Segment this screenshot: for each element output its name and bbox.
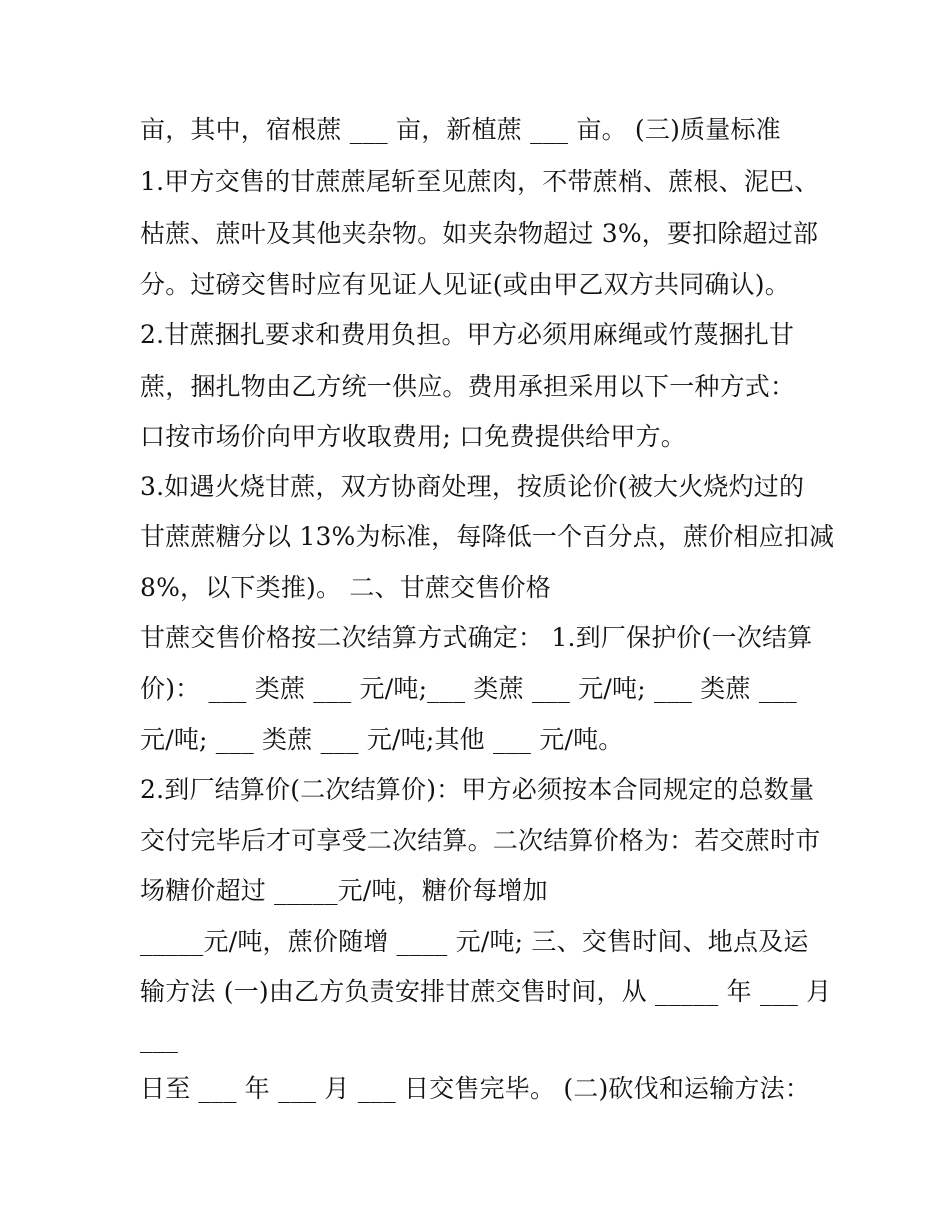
text-line: 交付完毕后才可享受二次结算。二次结算价格为：若交蔗时市 — [140, 826, 821, 855]
text-line: 枯蔗、蔗叶及其他夹杂物。如夹杂物超过 3%，要扣除超过部 — [140, 219, 819, 248]
text-line: 3.如遇火烧甘蔗，双方协商处理，按质论价(被大火烧灼过的 — [140, 472, 805, 501]
text-line: 蔗，捆扎物由乙方统一供应。费用承担采用以下一种方式： — [140, 372, 796, 401]
text-line: 8%，以下类推)。 二、甘蔗交售价格 — [140, 573, 551, 602]
text-line: 日至 ___ 年 ___ 月 ___ 日交售完毕。 (二)砍伐和运输方法： — [140, 1074, 811, 1103]
text-line: 亩，其中，宿根蔗 ___ 亩，新植蔗 ___ 亩。 (三)质量标准 — [140, 115, 781, 144]
text-line: 场糖价超过 _____元/吨，糖价每增加 — [140, 876, 548, 905]
text-line: ___ — [140, 1024, 179, 1053]
text-line: 2.到厂结算价(二次结算价)：甲方必须按本合同规定的总数量 — [140, 775, 815, 804]
text-line: 元/吨; ___ 类蔗 ___ 元/吨;其他 ___ 元/吨。 — [140, 725, 624, 754]
text-line: 2.甘蔗捆扎要求和费用负担。甲方必须用麻绳或竹蔑捆扎甘 — [140, 320, 795, 349]
text-line: 甘蔗交售价格按二次结算方式确定： 1.到厂保护价(一次结算 — [140, 623, 813, 652]
text-line: 价)： ___ 类蔗 ___ 元/吨;___ 类蔗 ___ 元/吨; ___ 类蔗 ___ — [140, 674, 797, 703]
text-line: 分。过磅交售时应有见证人见证(或由甲乙双方共同确认)。 — [140, 270, 790, 299]
text-line: 甘蔗蔗糖分以 13%为标准，每降低一个百分点，蔗价相应扣减 — [140, 522, 835, 551]
text-line: 输方法 (一)由乙方负责安排甘蔗交售时间，从 _____ 年 ___ 月 — [140, 977, 832, 1006]
text-line: 1.甲方交售的甘蔗蔗尾斩至见蔗肉，不带蔗梢、蔗根、泥巴、 — [140, 167, 820, 196]
text-line: _____元/吨，蔗价随增 ____ 元/吨; 三、交售时间、地点及运 — [140, 927, 809, 956]
text-line: 口按市场价向甲方收取费用; 口免费提供给甲方。 — [140, 422, 686, 451]
